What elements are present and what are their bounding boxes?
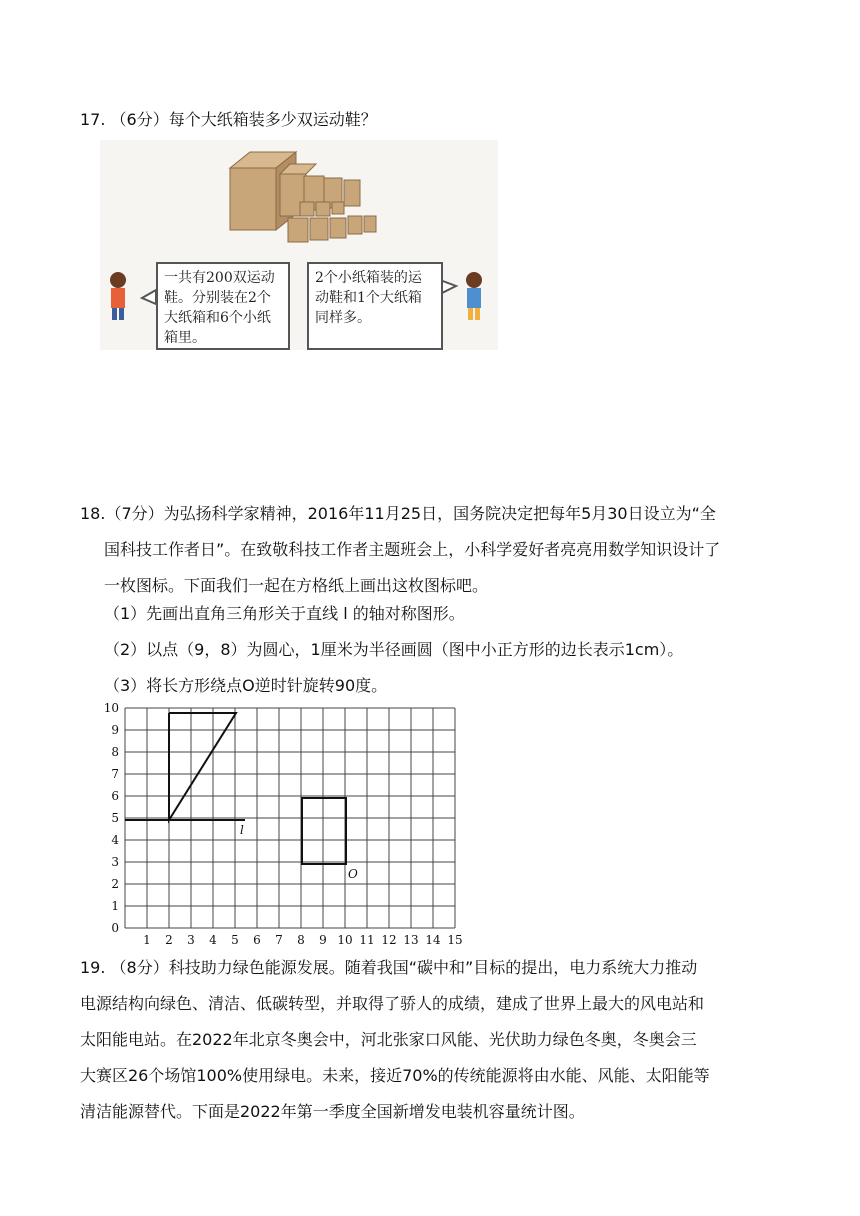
y-tick-label: 7 xyxy=(111,767,119,781)
q18-line-5: （2）以点（9，8）为圆心，1厘米为半径画圆（图中小正方形的边长表示1cm）。 xyxy=(104,640,684,659)
q18-line-1: 18.（7分）为弘扬科学家精神，2016年11月25日，国务院决定把每年5月30日设立为“全 xyxy=(80,504,716,523)
q19-line-1: 19. （8分）科技助力绿色能源发展。随着我国“碳中和”目标的提出，电力系统大力推动 xyxy=(80,958,698,977)
y-tick-label: 9 xyxy=(111,723,119,737)
speech-bubble-right: 2个小纸箱装的运动鞋和1个大纸箱同样多。 xyxy=(307,262,443,350)
x-tick-label: 15 xyxy=(447,933,463,947)
x-tick-label: 14 xyxy=(425,933,441,947)
right-triangle xyxy=(169,713,236,820)
x-tick-label: 10 xyxy=(337,933,353,947)
x-tick-label: 6 xyxy=(253,933,261,947)
y-tick-label: 3 xyxy=(111,855,119,869)
y-tick-label: 0 xyxy=(111,921,119,935)
x-tick-label: 9 xyxy=(319,933,327,947)
q18-line-2: 国科技工作者日”。在致敬科技工作者主题班会上，小科学爱好者亮亮用数学知识设计了 xyxy=(104,540,721,559)
grid-figure xyxy=(100,700,470,950)
x-tick-label: 11 xyxy=(359,933,375,947)
girl-left-figure xyxy=(110,272,126,320)
speech-bubble-left: 一共有200双运动鞋。分别装在2个大纸箱和6个小纸箱里。 xyxy=(156,262,290,350)
square-grid xyxy=(100,700,470,950)
y-tick-label: 4 xyxy=(111,833,119,847)
x-tick-label: 12 xyxy=(381,933,397,947)
girl-right-figure xyxy=(466,272,482,320)
rectangle xyxy=(302,798,346,864)
y-tick-label: 2 xyxy=(111,877,119,891)
y-tick-label: 8 xyxy=(111,745,119,759)
point-o-label: O xyxy=(348,867,358,881)
x-tick-label: 8 xyxy=(297,933,305,947)
x-tick-label: 5 xyxy=(231,933,239,947)
q19-line-5: 清洁能源替代。下面是2022年第一季度全国新增发电装机容量统计图。 xyxy=(80,1102,585,1121)
x-tick-label: 3 xyxy=(187,933,195,947)
q18-line-6: （3）将长方形绕点O逆时针旋转90度。 xyxy=(104,676,388,695)
x-tick-label: 2 xyxy=(165,933,173,947)
q19-line-4: 大赛区26个场馆100%使用绿电。未来，接近70%的传统能源将由水能、风能、太阳能等 xyxy=(80,1066,710,1085)
y-tick-label: 1 xyxy=(111,899,119,913)
y-tick-label: 5 xyxy=(111,811,119,825)
q19-line-3: 太阳能电站。在2022年北京冬奥会中，河北张家口风能、光伏助力绿色冬奥，冬奥会三 xyxy=(80,1030,697,1049)
x-tick-label: 7 xyxy=(275,933,283,947)
q19-line-2: 电源结构向绿色、清洁、低碳转型，并取得了骄人的成绩，建成了世界上最大的风电站和 xyxy=(80,994,705,1013)
q17-text: 17. （6分）每个大纸箱装多少双运动鞋？ xyxy=(80,110,377,129)
y-tick-label: 10 xyxy=(103,701,119,715)
x-tick-label: 1 xyxy=(143,933,151,947)
x-tick-label: 4 xyxy=(209,933,217,947)
q18-line-4: （1）先画出直角三角形关于直线 l 的轴对称图形。 xyxy=(104,604,465,623)
y-tick-label: 6 xyxy=(111,789,119,803)
q17-illustration xyxy=(100,140,498,350)
line-l-label: l xyxy=(240,823,244,837)
x-tick-label: 13 xyxy=(403,933,419,947)
q18-line-3: 一枚图标。下面我们一起在方格纸上画出这枚图标吧。 xyxy=(104,576,489,595)
